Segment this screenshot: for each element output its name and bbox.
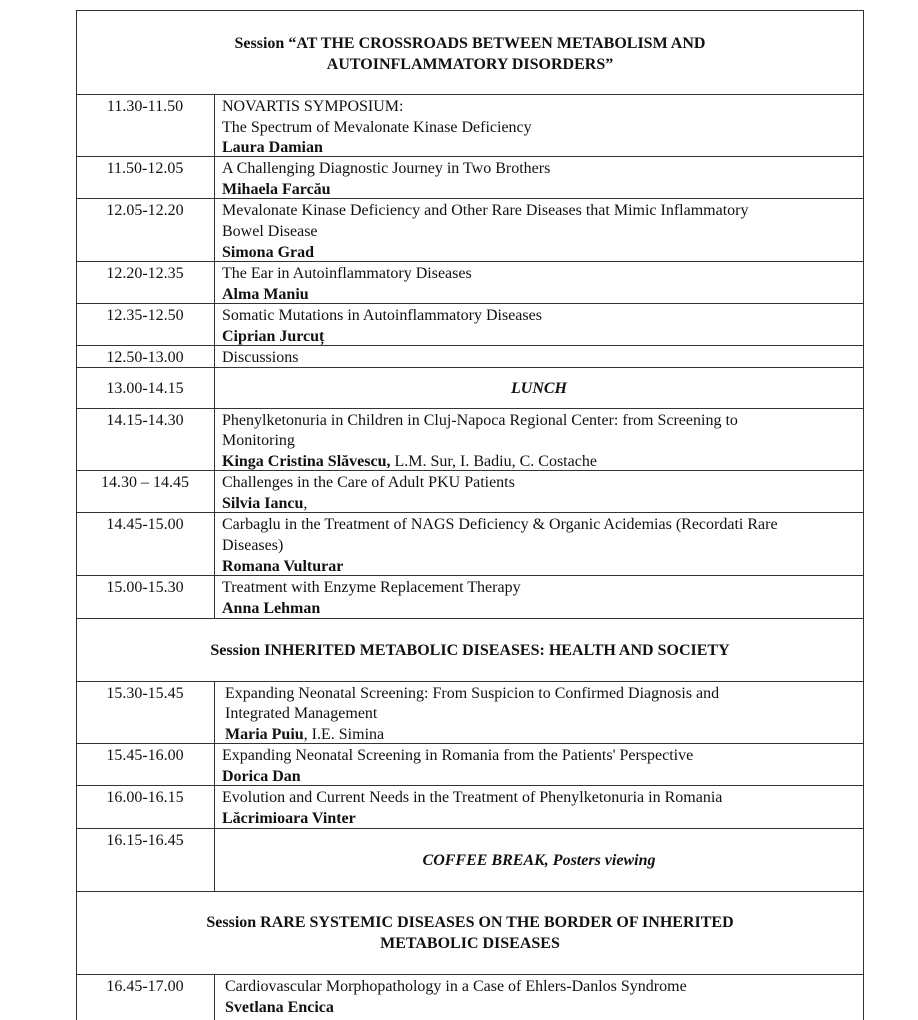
session-header bbox=[76, 640, 864, 661]
speaker-line bbox=[222, 493, 307, 514]
time-slot: 11.30-11.50 bbox=[106, 98, 184, 115]
table-border-top bbox=[76, 10, 864, 11]
session-title-line: AUTOINFLAMMATORY DISORDERS” bbox=[326, 56, 614, 73]
time-slot: 14.15-14.30 bbox=[106, 412, 184, 429]
row-line bbox=[76, 408, 864, 409]
talk-title: Bowel Disease bbox=[222, 223, 318, 240]
coauthors: , bbox=[303, 495, 308, 512]
time-slot: 16.15-16.45 bbox=[106, 832, 184, 849]
break-label: LUNCH bbox=[511, 380, 567, 397]
row-line bbox=[76, 891, 864, 892]
speaker-name: Romana Vulturar bbox=[222, 558, 344, 575]
speaker-name: Laura Damian bbox=[222, 139, 323, 156]
speaker-name: Simona Grad bbox=[222, 244, 315, 261]
session-title-line: Session “AT THE CROSSROADS BETWEEN METABOLISM AND bbox=[234, 35, 706, 52]
speaker-name: Lăcrimioara Vinter bbox=[222, 810, 356, 827]
column-divider bbox=[214, 94, 215, 618]
talk-title: Discussions bbox=[222, 349, 299, 366]
talk-title: Mevalonate Kinase Deficiency and Other Rare Diseases that Mimic Inflammatory bbox=[222, 202, 749, 219]
speaker-name: Dorica Dan bbox=[222, 768, 301, 785]
time-slot: 16.00-16.15 bbox=[106, 789, 184, 806]
time-slot: 15.45-16.00 bbox=[106, 747, 184, 764]
talk-title: Evolution and Current Needs in the Treatment of Phenylketonuria in Romania bbox=[222, 789, 723, 806]
speaker-name: Mihaela Farcău bbox=[222, 181, 331, 198]
speaker-name: Alma Maniu bbox=[222, 286, 309, 303]
row-line bbox=[76, 743, 864, 744]
time-slot: 12.05-12.20 bbox=[106, 202, 184, 219]
row-line bbox=[76, 575, 864, 576]
break-label: COFFEE BREAK, Posters viewing bbox=[422, 852, 656, 869]
column-divider bbox=[214, 974, 215, 1020]
row-line bbox=[76, 974, 864, 975]
time-slot: 12.35-12.50 bbox=[106, 307, 184, 324]
speaker-name: Kinga Cristina Slăvescu, bbox=[222, 453, 391, 470]
row-line bbox=[76, 785, 864, 786]
speaker-name: Ciprian Jurcuț bbox=[222, 328, 325, 345]
time-slot: 12.50-13.00 bbox=[106, 349, 184, 366]
row-line bbox=[76, 94, 864, 95]
coauthors: , I.E. Simina bbox=[303, 726, 385, 743]
speaker-name: Silvia Iancu bbox=[222, 495, 304, 512]
row-line bbox=[76, 261, 864, 262]
talk-title: Challenges in the Care of Adult PKU Patients bbox=[222, 474, 515, 491]
talk-title: Carbaglu in the Treatment of NAGS Deficiency & Organic Acidemias (Recordati Rare bbox=[222, 516, 778, 533]
time-slot: 15.00-15.30 bbox=[106, 579, 184, 596]
speaker-name: Svetlana Encica bbox=[225, 999, 334, 1016]
row-line bbox=[76, 345, 864, 346]
talk-title: Phenylketonuria in Children in Cluj-Napoca Regional Center: from Screening to bbox=[222, 412, 738, 429]
talk-title: Integrated Management bbox=[225, 705, 378, 722]
talk-title: Diseases) bbox=[222, 537, 284, 554]
speaker-name: Anna Lehman bbox=[222, 600, 321, 617]
session-title-line: METABOLIC DISEASES bbox=[380, 935, 560, 952]
session-header bbox=[76, 912, 864, 954]
row-line bbox=[76, 681, 864, 682]
talk-title: Somatic Mutations in Autoinflammatory Diseases bbox=[222, 307, 542, 324]
time-slot: 14.45-15.00 bbox=[106, 516, 184, 533]
speaker-line bbox=[222, 451, 597, 472]
time-slot: 11.50-12.05 bbox=[106, 160, 184, 177]
talk-title: The Spectrum of Mevalonate Kinase Deficiency bbox=[222, 119, 532, 136]
talk-title: Expanding Neonatal Screening: From Suspicion to Confirmed Diagnosis and bbox=[225, 685, 720, 702]
row-line bbox=[76, 512, 864, 513]
talk-title: Expanding Neonatal Screening in Romania from the Patients' Perspective bbox=[222, 747, 694, 764]
talk-title: A Challenging Diagnostic Journey in Two Brothers bbox=[222, 160, 551, 177]
row-line bbox=[76, 828, 864, 829]
time-slot: 15.30-15.45 bbox=[106, 685, 184, 702]
time-slot: 16.45-17.00 bbox=[106, 978, 184, 995]
session-title-line: Session RARE SYSTEMIC DISEASES ON THE BORDER OF INHERITED bbox=[206, 914, 734, 931]
talk-title: Monitoring bbox=[222, 432, 295, 449]
speaker-line bbox=[225, 724, 384, 745]
row-line bbox=[76, 198, 864, 199]
talk-title: The Ear in Autoinflammatory Diseases bbox=[222, 265, 472, 282]
talk-title: Treatment with Enzyme Replacement Therapy bbox=[222, 579, 521, 596]
talk-title: Cardiovascular Morphopathology in a Case of Ehlers-Danlos Syndrome bbox=[225, 978, 687, 995]
time-slot: 14.30 – 14.45 bbox=[101, 474, 189, 491]
row-line bbox=[76, 303, 864, 304]
talk-title: NOVARTIS SYMPOSIUM: bbox=[222, 98, 404, 115]
time-slot: 13.00-14.15 bbox=[106, 380, 184, 397]
session-title-line: Session INHERITED METABOLIC DISEASES: HEALTH AND SOCIETY bbox=[210, 642, 730, 659]
session-header bbox=[76, 33, 864, 75]
coauthors: L.M. Sur, I. Badiu, C. Costache bbox=[390, 453, 597, 470]
time-slot: 12.20-12.35 bbox=[106, 265, 184, 282]
row-line bbox=[76, 156, 864, 157]
row-line bbox=[76, 618, 864, 619]
speaker-name: Maria Puiu bbox=[225, 726, 304, 743]
